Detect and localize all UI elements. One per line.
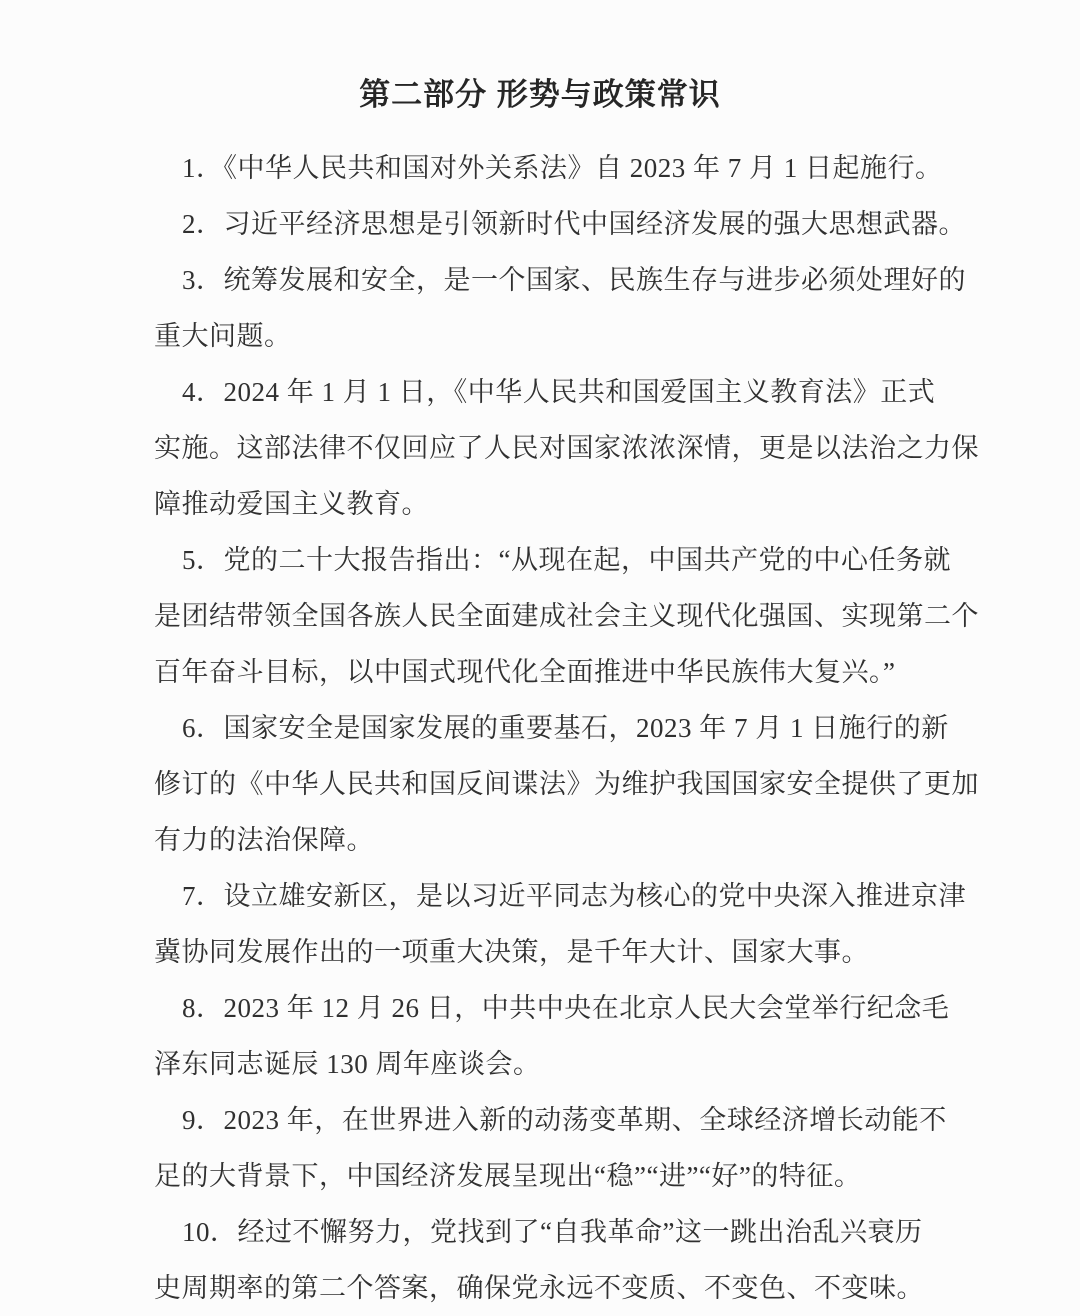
list-item-10-line: 10．经过不懈努力，党找到了“自我革命”这一跳出治乱兴衰历 (182, 1217, 923, 1247)
list-item-5-line: 是团结带领全国各族人民全面建成社会主义现代化强国、实现第二个 (154, 601, 979, 631)
list-item-3-line: 重大问题。 (154, 321, 292, 351)
list-item-7-line: 冀协同发展作出的一项重大决策，是千年大计、国家大事。 (154, 937, 869, 967)
list-item-9-line: 足的大背景下，中国经济发展呈现出“稳”“进”“好”的特征。 (154, 1161, 862, 1191)
list-item-3-line: 3．统筹发展和安全，是一个国家、民族生存与进步必须处理好的 (182, 265, 966, 295)
list-item-8-line: 8．2023 年 12 月 26 日，中共中央在北京人民大会堂举行纪念毛 (182, 993, 950, 1023)
list-item-8-line: 泽东同志诞辰 130 周年座谈会。 (154, 1049, 541, 1079)
list-item-4-line: 障推动爱国主义教育。 (154, 489, 429, 519)
list-item-9-line: 9．2023 年，在世界进入新的动荡变革期、全球经济增长动能不 (182, 1105, 947, 1135)
list-item-2-line: 2．习近平经济思想是引领新时代中国经济发展的强大思想武器。 (182, 209, 966, 239)
list-item-7-line: 7．设立雄安新区，是以习近平同志为核心的党中央深入推进京津 (182, 881, 966, 911)
list-item-6-line: 修订的《中华人民共和国反间谍法》为维护我国国家安全提供了更加 (154, 769, 979, 799)
list-item-1-line: 1．《中华人民共和国对外关系法》自 2023 年 7 月 1 日起施行。 (182, 153, 943, 183)
list-item-10-line: 史周期率的第二个答案，确保党永远不变质、不变色、不变味。 (154, 1273, 924, 1303)
list-item-4-line: 4．2024 年 1 月 1 日，《中华人民共和国爱国主义教育法》正式 (182, 377, 936, 407)
list-item-6-line: 6．国家安全是国家发展的重要基石，2023 年 7 月 1 日施行的新 (182, 713, 949, 743)
list-item-4-line: 实施。这部法律不仅回应了人民对国家浓浓深情，更是以法治之力保 (154, 433, 979, 463)
list-item-6-line: 有力的法治保障。 (154, 825, 374, 855)
list-item-5-line: 5．党的二十大报告指出：“从现在起，中国共产党的中心任务就 (182, 545, 951, 575)
section-title: 第二部分 形势与政策常识 (359, 77, 721, 112)
document-body (154, 140, 979, 1316)
list-item-5-line: 百年奋斗目标，以中国式现代化全面推进中华民族伟大复兴。” (154, 657, 896, 687)
